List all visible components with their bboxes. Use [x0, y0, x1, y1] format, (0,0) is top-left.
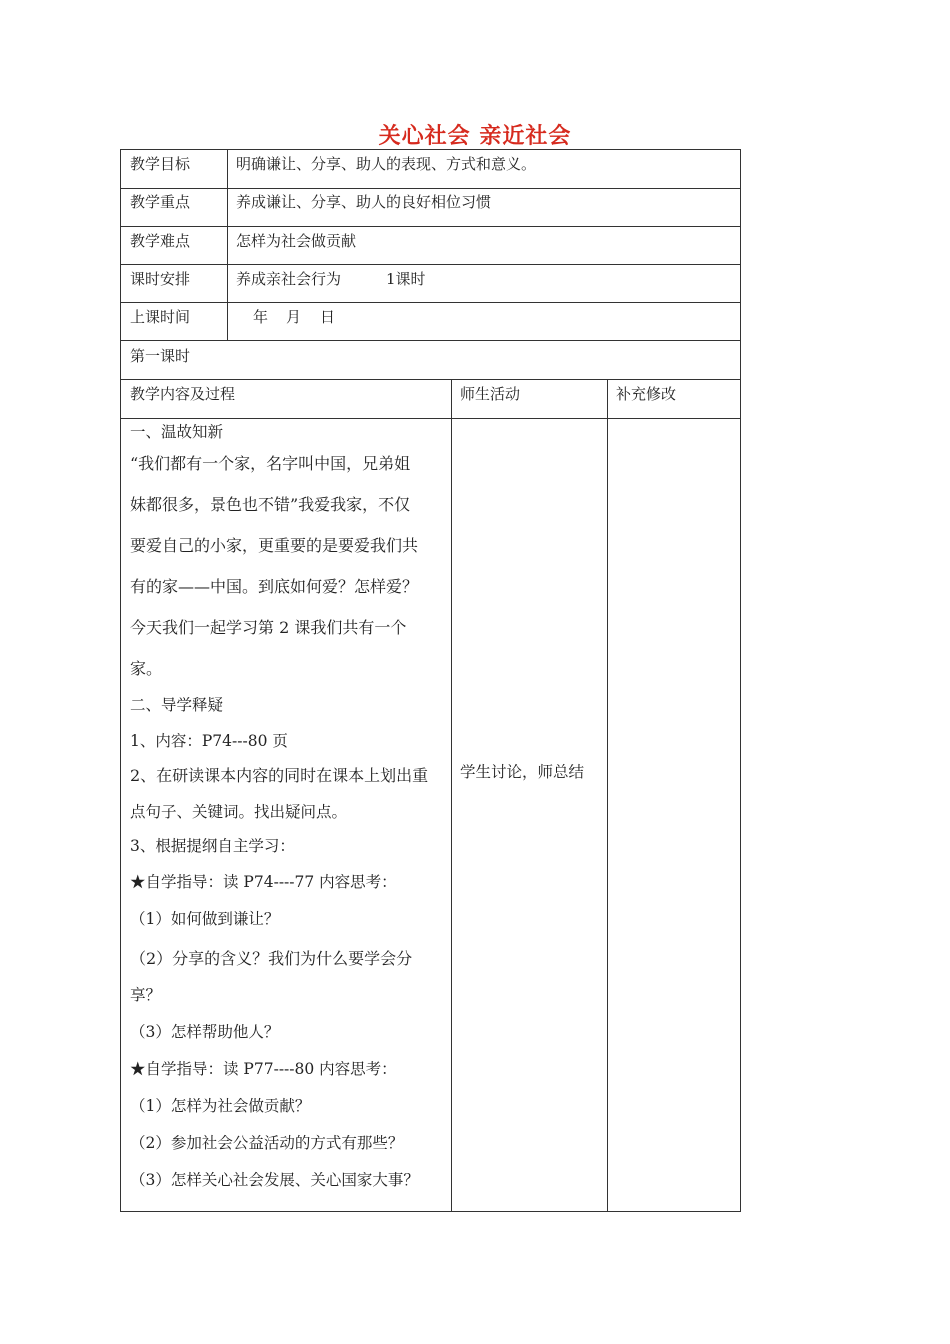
goal-value: 明确谦让、分享、助人的表现、方式和意义。 — [236, 155, 537, 173]
difficulty-value: 怎样为社会做贡献 — [236, 232, 357, 250]
body-line: 今天我们一起学习第 2 课我们共有一个 — [130, 618, 407, 637]
body-line: 家。 — [130, 659, 163, 678]
date-month: 月 — [286, 308, 302, 326]
body-line: 3、根据提纲自主学习： — [130, 837, 295, 855]
body-line: （2）分享的含义？我们为什么要学会分 — [130, 949, 413, 968]
body-line: （3）怎样关心社会发展、关心国家大事？ — [130, 1171, 419, 1189]
body-line: 妹都很多，景色也不错”我爱我家，不仅 — [130, 495, 411, 514]
body-line: ★自学指导：读 P77----80 内容思考： — [130, 1060, 397, 1078]
body-line: 2、在研读课本内容的同时在课本上划出重 — [130, 766, 429, 785]
activity-text: 学生讨论，师总结 — [460, 763, 585, 781]
body-line: 一、温故知新 — [130, 423, 224, 441]
body-line: “我们都有一个家，名字叫中国，兄弟姐 — [130, 454, 411, 473]
body-line: 二、导学释疑 — [130, 696, 224, 714]
content-column-header: 教学内容及过程 — [130, 385, 236, 403]
lesson-heading: 第一课时 — [130, 347, 191, 365]
schedule-value: 养成亲社会行为 — [236, 270, 342, 288]
activity-column-header: 师生活动 — [460, 385, 521, 403]
body-line: 点句子、关键词。找出疑问点。 — [130, 803, 348, 821]
body-line: 1、内容：P74---80 页 — [130, 732, 288, 750]
body-line: （1）如何做到谦让？ — [130, 910, 280, 928]
body-line: （3）怎样帮助他人？ — [130, 1023, 280, 1041]
lesson-body — [130, 421, 448, 1199]
date-label: 上课时间 — [130, 308, 191, 326]
body-line: （2）参加社会公益活动的方式有那些？ — [130, 1134, 404, 1152]
schedule-hours: 1课时 — [386, 270, 426, 288]
document-title: 关心社会 亲近社会 — [378, 123, 572, 149]
revision-column-header: 补充修改 — [616, 385, 677, 403]
body-line: 有的家——中国。到底如何爱？怎样爱？ — [130, 577, 419, 596]
schedule-label: 课时安排 — [130, 270, 191, 288]
key-label: 教学重点 — [130, 193, 191, 211]
body-line: 享？ — [130, 986, 162, 1004]
body-line: ★自学指导：读 P74----77 内容思考： — [130, 873, 397, 891]
body-line: 要爱自己的小家，更重要的是要爱我们共 — [130, 536, 419, 555]
date-day: 日 — [320, 308, 336, 326]
difficulty-label: 教学难点 — [130, 232, 191, 250]
date-year: 年 — [253, 308, 269, 326]
key-value: 养成谦让、分享、助人的良好相位习惯 — [236, 193, 492, 211]
goal-label: 教学目标 — [130, 155, 191, 173]
body-line: （1）怎样为社会做贡献？ — [130, 1097, 311, 1115]
